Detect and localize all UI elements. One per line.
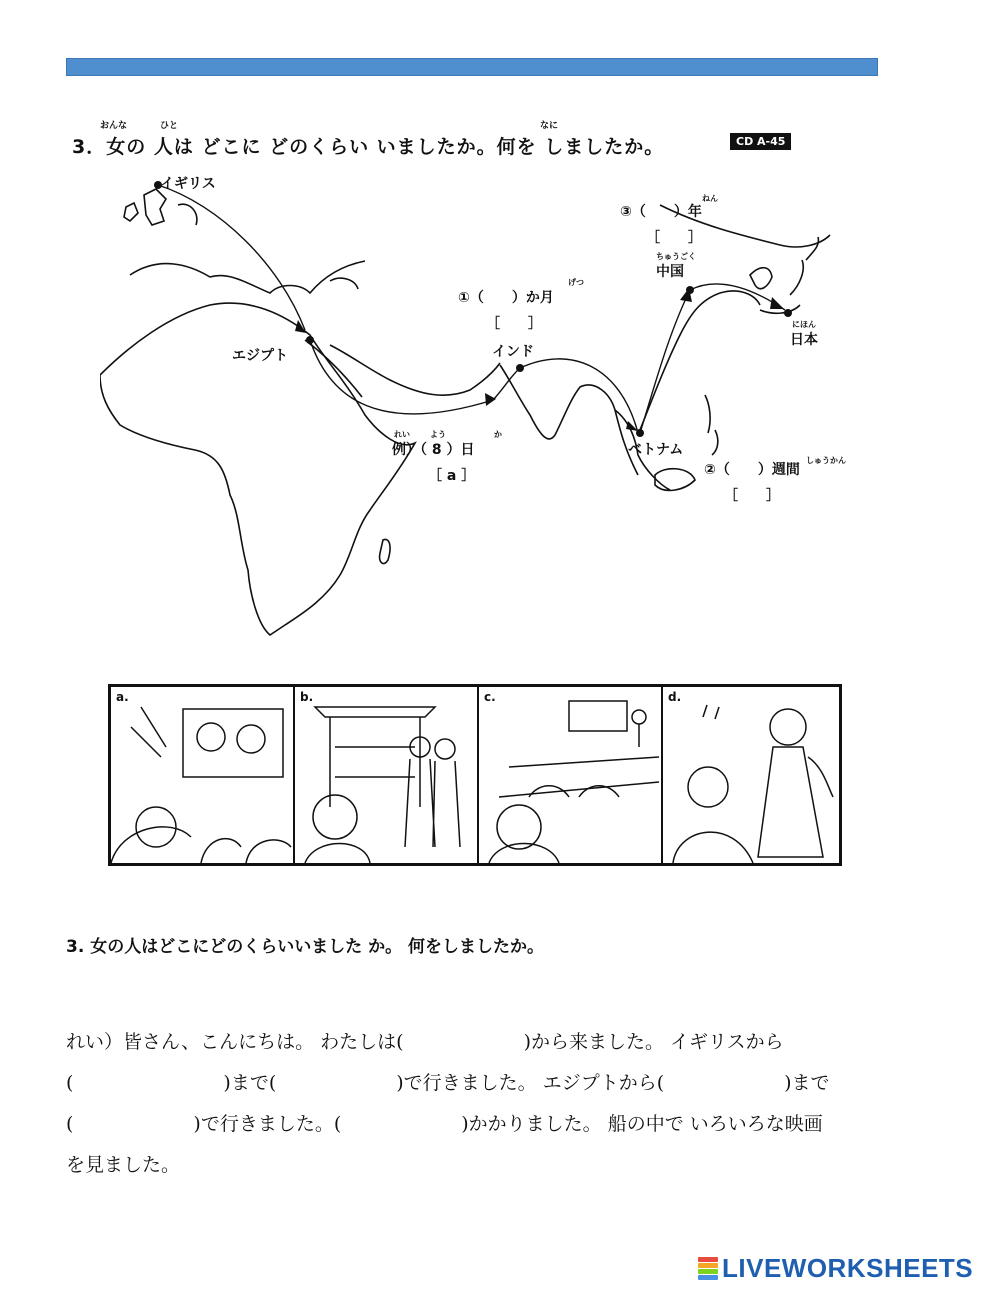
question-title: 3．女の 人は どこに どのくらい いましたか。何を しましたか。	[72, 136, 665, 158]
item2-answer-blank: ②（ ）週間	[704, 462, 800, 478]
label-chuugoku: 中国	[656, 264, 684, 280]
world-map-outline	[100, 165, 860, 645]
passage-text: (	[66, 1113, 74, 1135]
panel-letter: d.	[668, 690, 682, 704]
passage-text: )まで	[784, 1072, 830, 1094]
passage-text: )まで(	[223, 1072, 277, 1094]
liveworksheets-logo-icon	[698, 1257, 718, 1281]
panel-letter: a.	[116, 690, 129, 704]
item2-bracket: ［ ］	[724, 488, 780, 504]
passage-text: (	[66, 1072, 74, 1094]
ruby-hito: ひと	[160, 121, 179, 131]
item1-bracket: ［ ］	[486, 316, 542, 332]
passage-text: )から来ました。 イギリスから	[523, 1031, 784, 1053]
panel-c	[479, 687, 663, 863]
label-indo: インド	[492, 344, 534, 360]
passage-text: れい）皆さん、こんにちは。 わたしは(	[66, 1031, 404, 1053]
passage-text: )で行きました。(	[193, 1113, 342, 1135]
ruby-item3: ねん	[702, 194, 718, 203]
ruby-nihon: にほん	[792, 320, 816, 329]
ruby-rei: れい	[394, 430, 410, 439]
brand-name: LIVEWORKSHEETS	[722, 1253, 974, 1283]
item1-answer-blank: ①（ ）か月	[458, 290, 554, 306]
route-map	[100, 165, 860, 645]
question-header	[72, 118, 832, 166]
panel-letter: b.	[300, 690, 314, 704]
label-ejiputo: エジプト	[232, 348, 288, 364]
example-answer: 例）（ 8 ）日	[392, 442, 475, 458]
item3-bracket: ［ ］	[646, 230, 702, 246]
example-bracket: ［ a ］	[428, 468, 476, 484]
label-betonamu: ベトナム	[628, 442, 684, 458]
item3-answer-blank: ③（ ）年	[620, 204, 702, 220]
ruby-item2: しゅうかん	[806, 456, 846, 465]
label-nihon: 日本	[790, 332, 818, 348]
ruby-nani: なに	[540, 121, 559, 131]
passage-text: )で行きました。 エジプトから(	[396, 1072, 665, 1094]
passage-line-4	[66, 1145, 946, 1186]
panel-letter: c.	[484, 690, 496, 704]
panel-c-illustration	[479, 687, 663, 863]
panel-a-illustration	[111, 687, 295, 863]
passage-line-3	[66, 1104, 946, 1145]
ruby-ka: か	[494, 430, 502, 439]
panel-d-illustration	[663, 687, 839, 863]
passage	[66, 1022, 946, 1186]
cd-badge: CD A-45	[730, 133, 791, 150]
passage-line-1	[66, 1022, 946, 1063]
passage-text: )かかりました。 船の中で いろいろな映画	[461, 1113, 823, 1135]
panel-d	[663, 687, 839, 863]
header-bar	[66, 58, 878, 76]
question-2: 3. 女の人はどこにどのくらいいました か。 何をしましたか。	[66, 937, 545, 957]
ruby-chuugoku: ちゅうごく	[656, 252, 696, 261]
ruby-item1: げつ	[568, 278, 584, 287]
ruby-onna: おんな	[100, 121, 128, 131]
label-igirisu: イギリス	[160, 176, 216, 192]
panel-b	[295, 687, 479, 863]
panel-b-illustration	[295, 687, 479, 863]
passage-text: を見ました。	[66, 1154, 181, 1176]
ruby-you: よう	[430, 430, 446, 439]
panel-a	[111, 687, 295, 863]
picture-panels	[108, 684, 842, 866]
passage-line-2	[66, 1063, 946, 1104]
